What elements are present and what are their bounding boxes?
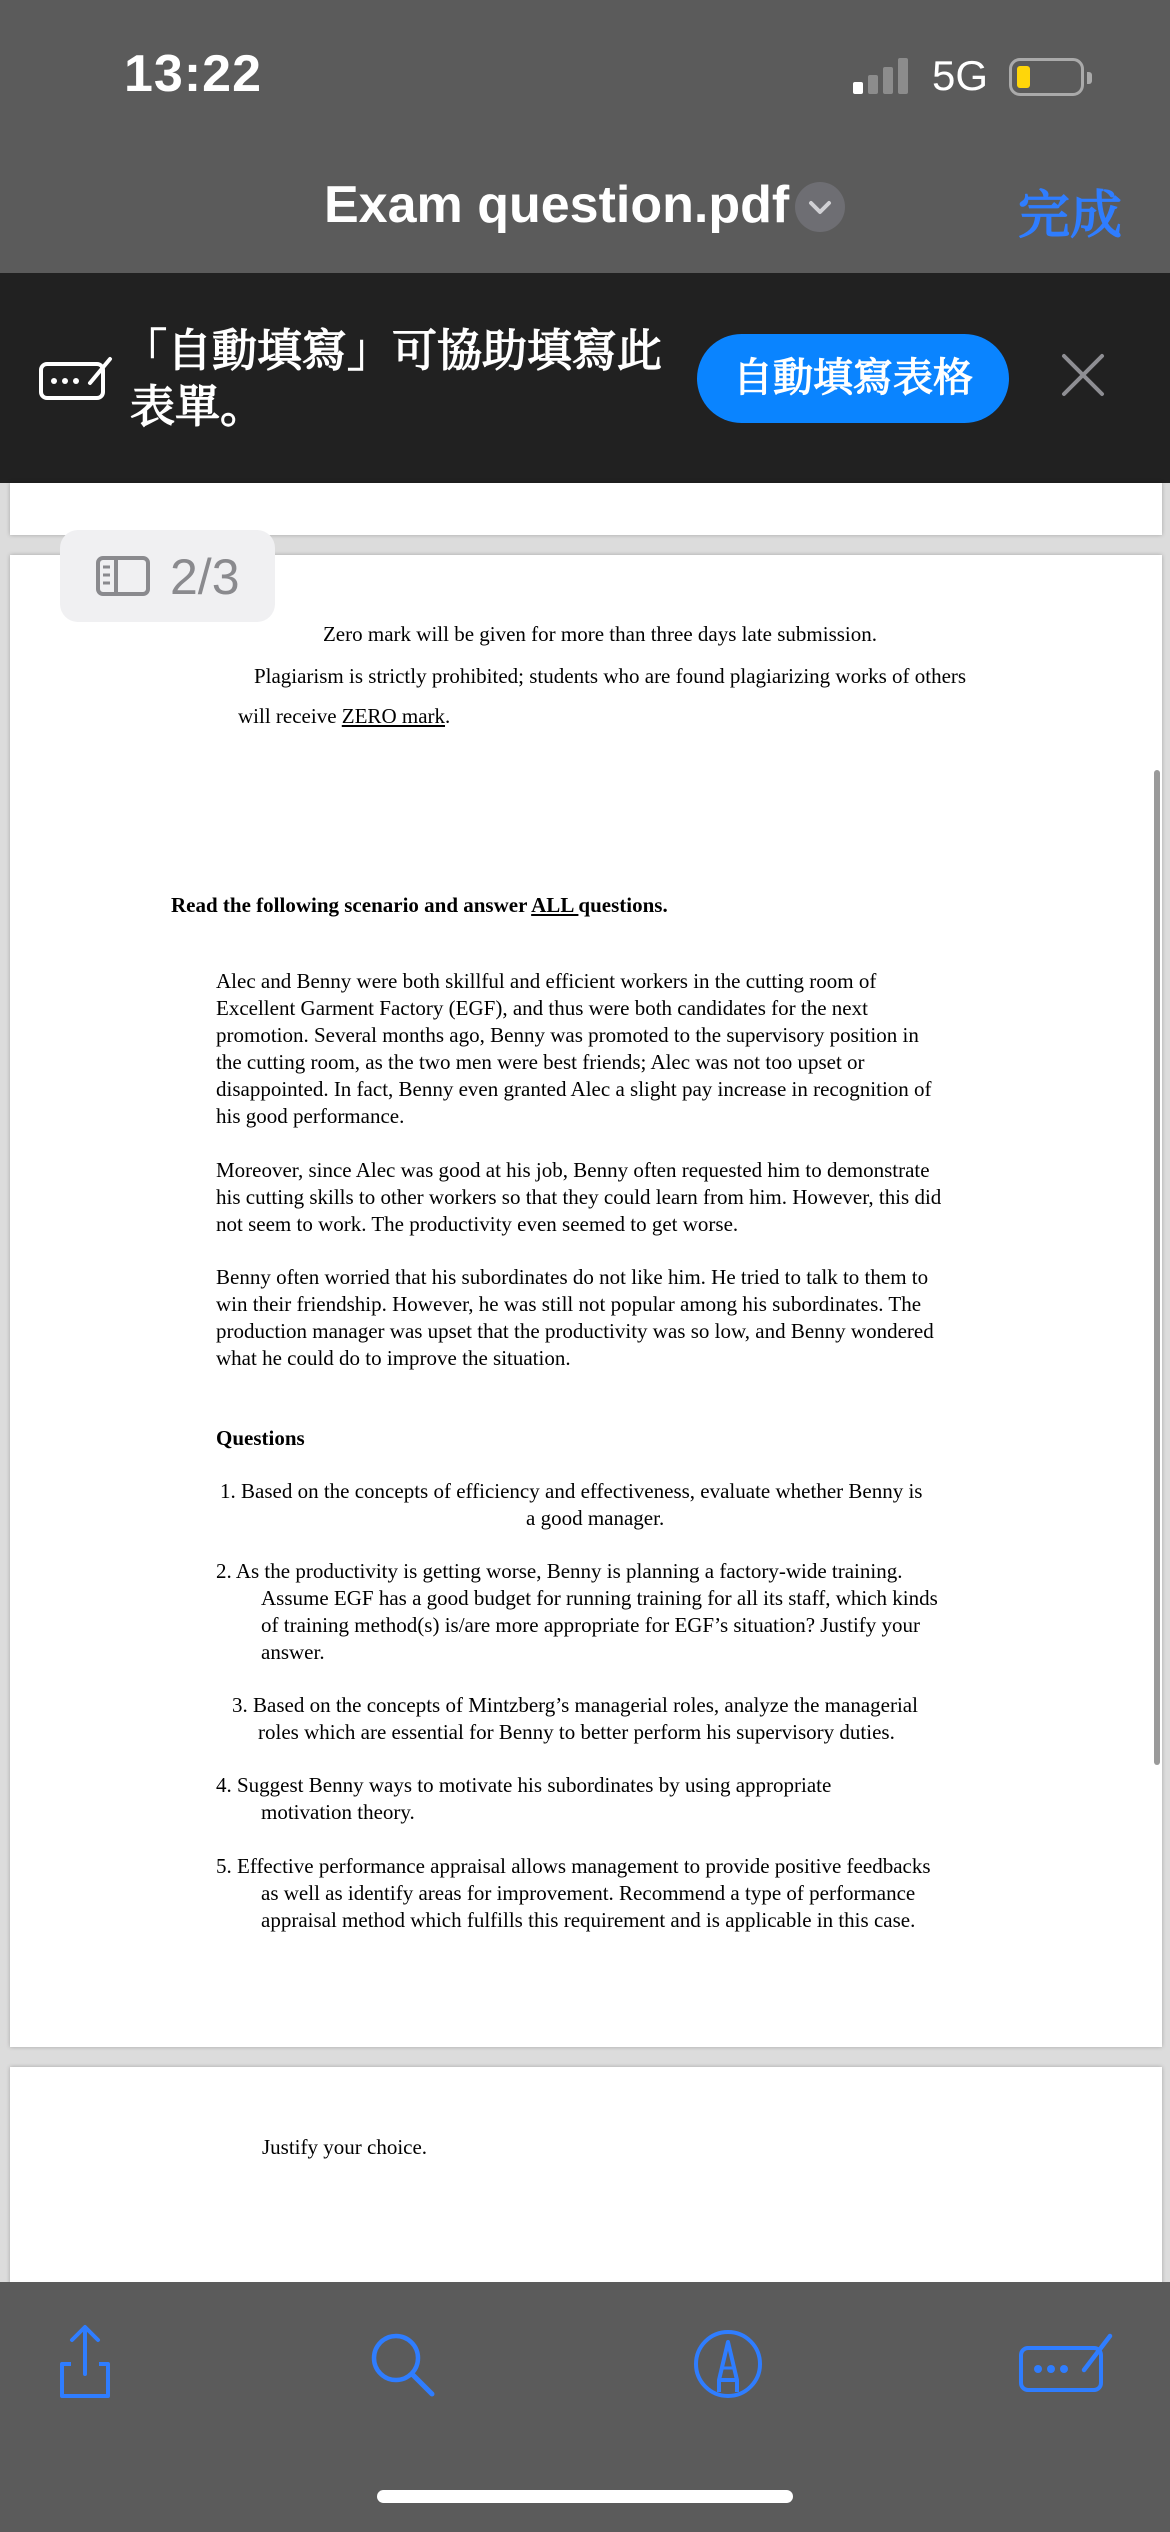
- status-bar: [0, 0, 1170, 135]
- search-icon[interactable]: [368, 2330, 438, 2400]
- text-line: his cutting skills to other workers so that they could learn from him. However, this did: [216, 1185, 942, 1209]
- question-3: [232, 1692, 1132, 1746]
- text-line: not seem to work. The productivity even seemed to get worse.: [216, 1212, 739, 1236]
- chevron-down-icon: [795, 182, 845, 232]
- text-line: Moreover, since Alec was good at his job, Benny often requested him to demonstrate: [216, 1158, 930, 1182]
- page-indicator[interactable]: [60, 530, 275, 622]
- question-4: [216, 1772, 1116, 1826]
- autofill-message-line-2: 表單。: [130, 381, 266, 432]
- text-line: promotion. Several months ago, Benny was promoted to the supervisory position in: [216, 1023, 919, 1047]
- page-number: 2/3: [170, 549, 240, 605]
- status-time: 13:22: [124, 45, 262, 103]
- text-line: win their friendship. However, he was still not popular among his subordinates. The: [216, 1292, 922, 1316]
- done-button[interactable]: 完成: [1018, 187, 1123, 245]
- plagiarism-period: .: [445, 704, 451, 728]
- text-line: as well as identify areas for improvement. Recommend a type of performance: [261, 1881, 916, 1905]
- text-line: 4. Suggest Benny ways to motivate his subordinates by using appropriate: [216, 1773, 832, 1797]
- text-line: motivation theory.: [261, 1800, 415, 1824]
- text-line: 5. Effective performance appraisal allows management to provide positive feedbacks: [216, 1854, 931, 1878]
- home-indicator[interactable]: [377, 2490, 793, 2503]
- pdf-page-1[interactable]: [10, 483, 1162, 535]
- battery-icon: [1009, 58, 1084, 96]
- text-line: roles which are essential for Benny to better perform his supervisory duties.: [258, 1720, 895, 1744]
- autofill-message-line-1: 「自動填寫」可協助填寫此: [122, 325, 663, 376]
- text-line: 3. Based on the concepts of Mintzberg’s managerial roles, analyze the managerial: [232, 1693, 918, 1717]
- zero-mark-text: ZERO mark: [341, 704, 446, 728]
- text-line: 2. As the productivity is getting worse, Benny is planning a factory-wide training.: [216, 1559, 903, 1583]
- scenario-paragraph-3: [216, 1264, 1116, 1372]
- share-icon[interactable]: [52, 2322, 118, 2402]
- scenario-paragraph-2: [216, 1157, 1116, 1238]
- close-icon[interactable]: [1058, 350, 1108, 400]
- form-icon: [38, 353, 114, 403]
- all-text: ALL: [531, 893, 579, 917]
- text-line: his good performance.: [216, 1104, 405, 1128]
- scroll-indicator[interactable]: [1154, 770, 1160, 1765]
- text-line: answer.: [261, 1640, 325, 1664]
- question-1: [220, 1478, 1120, 1532]
- late-submission-note: Zero mark will be given for more than three days late submission.: [322, 622, 878, 646]
- text-line: production manager was upset that the productivity was so low, and Benny wondered: [216, 1319, 934, 1343]
- text-line: disappointed. In fact, Benny even granted Alec a slight pay increase in recognition of: [216, 1077, 932, 1101]
- question-5: [216, 1853, 1116, 1934]
- text-line: appraisal method which fulfills this requirement and is applicable in this case.: [261, 1908, 916, 1932]
- sidebar-icon: [96, 556, 150, 596]
- plagiarism-note-line-2: [238, 703, 938, 730]
- instruction-heading: [171, 892, 1071, 919]
- document-title[interactable]: Exam question.pdf: [324, 176, 790, 234]
- text-line: Benny often worried that his subordinates do not like him. He tried to talk to them to: [216, 1265, 929, 1289]
- autofill-form-button[interactable]: 自動填寫表格: [697, 334, 1009, 423]
- questions-heading: Questions: [216, 1426, 305, 1450]
- plagiarism-text: will receive: [238, 704, 342, 728]
- autofill-form-icon[interactable]: [1018, 2330, 1114, 2396]
- text-line: of training method(s) is/are more appropriate for EGF’s situation? Justify your: [261, 1613, 921, 1637]
- text-line: Assume EGF has a good budget for running training for all its staff, which kinds: [261, 1586, 938, 1610]
- title-menu-button[interactable]: [795, 182, 845, 232]
- autofill-banner: [0, 273, 1170, 483]
- plagiarism-note: Plagiarism is strictly prohibited; students who are found plagiarizing works of others: [253, 664, 967, 688]
- nav-bar: [0, 135, 1170, 273]
- text-line: Alec and Benny were both skillful and efficient workers in the cutting room of: [216, 969, 877, 993]
- text-line: Excellent Garment Factory (EGF), and thus were both candidates for the next: [216, 996, 868, 1020]
- text-line: 1. Based on the concepts of efficiency and effectiveness, evaluate whether Benny is: [220, 1479, 923, 1503]
- text-line: what he could do to improve the situation.: [216, 1346, 571, 1370]
- text-line: a good manager.: [526, 1506, 665, 1530]
- page-3-text: Justify your choice.: [262, 2135, 428, 2159]
- autofill-message: [122, 323, 667, 435]
- text-line: the cutting room, as the two men were best friends; Alec was not too upset or: [216, 1050, 865, 1074]
- question-2: [216, 1558, 1116, 1666]
- scenario-paragraph-1: [216, 968, 1116, 1130]
- instruction-suffix: questions.: [578, 893, 668, 917]
- signal-icon: [853, 58, 913, 94]
- network-type: 5G: [932, 52, 989, 99]
- instruction-text: Read the following scenario and answer: [171, 893, 532, 917]
- markup-icon[interactable]: [692, 2328, 764, 2400]
